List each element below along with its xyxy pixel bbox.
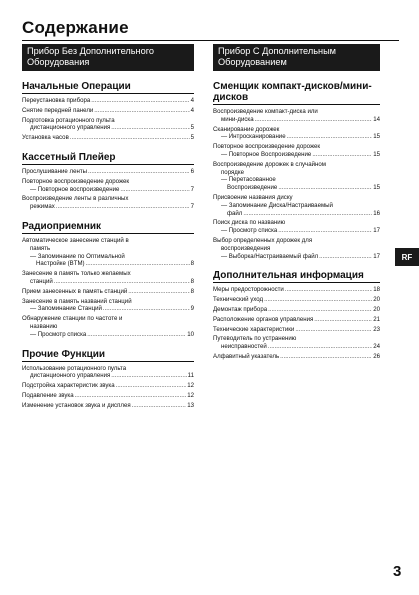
toc-page-number: 5: [190, 124, 194, 132]
toc-entry-text: Обнаружение станции по частоте и: [22, 315, 123, 323]
toc-entry-text: режимах: [30, 203, 55, 211]
toc-line: [22, 124, 194, 132]
toc-page-number: 23: [373, 325, 380, 333]
toc-entry-text: Изменение установок звука и дисплея: [22, 401, 131, 409]
toc-line: [213, 133, 380, 141]
toc-entry-text: Прием занесенных в память станций: [22, 287, 128, 295]
toc-line: [213, 326, 380, 334]
toc-entry[interactable]: [213, 306, 380, 314]
leader-dots: [111, 372, 186, 380]
toc-page-number: 7: [190, 203, 194, 211]
toc-line: [22, 134, 194, 142]
toc-line: [213, 306, 380, 314]
toc-entry[interactable]: [22, 107, 194, 115]
toc-entry-text: мини-диска: [221, 115, 254, 123]
toc-entry[interactable]: [213, 286, 380, 294]
toc-entry-text: — Запоминание по Оптимальной: [30, 252, 125, 260]
toc-page-number: 24: [373, 343, 380, 351]
leader-dots: [86, 260, 190, 268]
toc-entry[interactable]: [213, 126, 380, 142]
toc-entry-text: Технические характеристики: [213, 325, 295, 333]
toc-entry[interactable]: [22, 270, 194, 286]
toc-page-number: 18: [373, 286, 380, 294]
toc-entry-text: Технический уход: [213, 296, 264, 304]
toc-line: [22, 97, 194, 105]
toc-entry-text: Автоматическое занесение станций в: [22, 236, 129, 244]
toc-entry[interactable]: [213, 353, 380, 361]
toc-entry-text: Поиск диска по названию: [213, 219, 286, 227]
toc-entry-text: Снятие передней панели: [22, 106, 94, 114]
toc-line: [22, 203, 194, 211]
toc-entry[interactable]: [213, 335, 380, 351]
toc-entry-text: — Запоминание Диска/Настраиваемый: [221, 201, 333, 209]
toc-line: [213, 253, 380, 261]
toc-entry-text: порядке: [221, 168, 244, 176]
toc-entry[interactable]: [22, 365, 194, 381]
toc-entry[interactable]: [22, 195, 194, 211]
leader-dots: [128, 288, 189, 296]
toc-entry-text: Повторное воспроизведение дорожек: [213, 143, 321, 151]
leader-dots: [319, 253, 372, 261]
toc-page-number: 6: [190, 167, 194, 175]
leader-dots: [103, 305, 190, 313]
toc-line: [213, 210, 380, 218]
toc-entry-text: Меры предосторожности: [213, 286, 284, 294]
toc-entry[interactable]: [22, 288, 194, 296]
toc-page-number: 8: [190, 277, 194, 285]
toc-page-number: 16: [373, 209, 380, 217]
leader-dots: [87, 331, 186, 339]
toc-entry[interactable]: [22, 117, 194, 133]
toc-page-number: 17: [373, 227, 380, 235]
section-title: Начальные Операции: [22, 81, 194, 94]
toc-line: [213, 343, 380, 351]
leader-dots: [91, 97, 189, 105]
toc-entry[interactable]: [22, 168, 194, 176]
leader-dots: [285, 286, 372, 294]
leader-dots: [70, 134, 190, 142]
left-sections: [22, 81, 194, 410]
toc-line: [213, 286, 380, 294]
toc-line: [22, 402, 194, 410]
toc-entry-text: станций: [30, 277, 53, 285]
toc-entry[interactable]: [213, 108, 380, 124]
toc-entry[interactable]: [213, 237, 380, 260]
section-title: Прочие Функции: [22, 349, 194, 362]
toc-page-number: 15: [373, 133, 380, 141]
toc-entry[interactable]: [22, 402, 194, 410]
leader-dots: [88, 168, 190, 176]
right-sections: [213, 81, 380, 361]
toc-entry-text: неисправностей: [221, 343, 267, 351]
toc-entry-text: Воспроизведение компакт-диска или: [213, 108, 318, 115]
toc-page-number: 9: [190, 305, 194, 313]
toc-entry-text: воспроизведения: [221, 244, 271, 252]
toc-entry-text: дистанционного управления: [30, 372, 111, 380]
toc-page-number: 26: [373, 352, 380, 360]
toc-page-number: 20: [373, 296, 380, 304]
title-rule: [22, 40, 399, 41]
leader-dots: [120, 186, 189, 194]
toc-entry-text: — Запоминание Станций: [30, 305, 102, 313]
toc-page-number: 8: [190, 260, 194, 268]
leader-dots: [287, 133, 373, 141]
leader-dots: [116, 382, 187, 390]
toc-line: [213, 227, 380, 235]
toc-entry-text: Алфавитный указатель: [213, 352, 280, 360]
toc-line: [213, 151, 380, 159]
toc-section: [22, 349, 194, 410]
toc-line: [22, 305, 194, 313]
toc-entry-text: Путеводитель по устранению: [213, 335, 297, 343]
toc-page-number: 17: [373, 252, 380, 260]
toc-line: [22, 372, 194, 380]
toc-line: [22, 107, 194, 115]
toc-line: [213, 316, 380, 324]
toc-entry-text: Переустановка прибора: [22, 97, 91, 104]
toc-line: [22, 168, 194, 176]
leader-dots: [312, 151, 372, 159]
toc-entry[interactable]: [22, 178, 194, 194]
toc-entry-text: Установка часов: [22, 134, 69, 142]
leader-dots: [54, 278, 190, 286]
section-title: Сменщик компакт-дисков/мини-дисков: [213, 81, 380, 105]
toc-entry-text: Сканирование дорожек: [213, 125, 280, 133]
toc-line: [22, 331, 194, 339]
leader-dots: [264, 296, 372, 304]
toc-entry-text: — Повторное Воспроизведение: [221, 150, 312, 158]
toc-section: [22, 152, 194, 211]
toc-entry[interactable]: [22, 382, 194, 390]
toc-entry-text: — Просмотр списка: [221, 227, 278, 235]
leader-dots: [75, 392, 187, 400]
toc-page-number: 4: [190, 97, 194, 104]
leader-dots: [111, 124, 189, 132]
toc-line: [213, 116, 380, 124]
toc-entry-text: Выбор определенных дорожек для: [213, 236, 313, 244]
toc-line: [22, 278, 194, 286]
toc-page-number: 15: [373, 150, 380, 158]
toc-entry[interactable]: [213, 143, 380, 159]
toc-entry[interactable]: [22, 298, 194, 314]
toc-entry[interactable]: [22, 97, 194, 105]
toc-line: [22, 186, 194, 194]
toc-section: [213, 81, 380, 260]
toc-page-number: 21: [373, 315, 380, 323]
toc-entry[interactable]: [213, 326, 380, 334]
leader-dots: [243, 210, 372, 218]
toc-page-number: 12: [187, 391, 194, 399]
leader-dots: [94, 107, 189, 115]
toc-entry-text: Воспроизведение: [227, 184, 278, 192]
page-number: 3: [393, 563, 402, 580]
leader-dots: [278, 184, 372, 192]
leader-dots: [314, 316, 372, 324]
language-tab: RF: [395, 248, 419, 266]
toc-line: [22, 288, 194, 296]
leader-dots: [278, 227, 372, 235]
toc-entry-text: Использование ротационного пульта: [22, 364, 127, 372]
toc-entry-text: — Просмотр списка: [30, 330, 87, 338]
toc-line: [22, 382, 194, 390]
toc-page-number: 20: [373, 305, 380, 313]
toc-entry-text: Подавление звука: [22, 391, 74, 399]
toc-line: [213, 184, 380, 192]
toc-entry-text: — Перетасованное: [221, 176, 276, 184]
toc-entry-text: Занесение в память только желаемых: [22, 270, 131, 278]
toc-entry-text: Настройке (BTM): [36, 260, 85, 268]
toc-entry-text: Прослушивание ленты: [22, 167, 87, 175]
toc-section: [213, 270, 380, 360]
toc-line: [213, 296, 380, 304]
toc-page-number: 13: [187, 401, 194, 409]
page-title: Содержание: [22, 18, 129, 37]
toc-entry-text: файл: [227, 209, 243, 217]
leader-dots: [268, 306, 372, 314]
toc-entry-text: Подстройка характеристик звука: [22, 382, 115, 390]
toc-entry[interactable]: [213, 296, 380, 304]
toc-page-number: 15: [373, 184, 380, 192]
toc-line: [22, 260, 194, 268]
toc-entry-text: Воспроизведение ленты в различных: [22, 195, 129, 203]
toc-entry[interactable]: [213, 219, 380, 235]
toc-entry[interactable]: [22, 315, 194, 338]
toc-section: [22, 81, 194, 142]
leader-dots: [295, 326, 372, 334]
toc-page-number: 12: [187, 382, 194, 390]
toc-entry-text: Демонтаж прибора: [213, 305, 268, 313]
toc-page-number: 5: [190, 134, 194, 142]
section-title: Дополнительная информация: [213, 270, 380, 283]
toc-entry-text: Занесение в память названий станций: [22, 297, 132, 305]
toc-entry-text: Расположение органов управления: [213, 315, 314, 323]
toc-page-number: 8: [190, 287, 194, 295]
toc-page-number: 4: [190, 106, 194, 114]
leader-dots: [268, 343, 372, 351]
toc-entry[interactable]: [22, 134, 194, 142]
leader-dots: [255, 116, 373, 124]
right-banner: Прибор С Дополнительным Оборудованием: [213, 44, 380, 71]
toc-line: [22, 392, 194, 400]
toc-entry-text: Повторное воспроизведение дорожек: [22, 177, 130, 185]
toc-entry[interactable]: [213, 161, 380, 192]
toc-page-number: 14: [373, 115, 380, 123]
toc-entry-text: Присвоение названия диску: [213, 193, 293, 201]
toc-section: [22, 221, 194, 339]
toc-page-number: 11: [187, 372, 194, 380]
toc-entry[interactable]: [213, 194, 380, 217]
toc-line: [213, 353, 380, 361]
section-title: Кассетный Плейер: [22, 152, 194, 165]
toc-entry-text: — Повторное воспроизведение: [30, 185, 120, 193]
toc-page-number: 10: [187, 330, 194, 338]
toc-entry-text: Воспроизведение дорожек в случайном: [213, 160, 326, 168]
leader-dots: [132, 402, 187, 410]
toc-entry[interactable]: [22, 392, 194, 400]
section-title: Радиоприемник: [22, 221, 194, 234]
left-column: [22, 44, 194, 412]
leader-dots: [280, 353, 372, 361]
toc-entry-text: память: [30, 244, 51, 252]
toc-entry-text: — Выборка/Настраиваемый файл: [221, 252, 319, 260]
toc-entry[interactable]: [22, 237, 194, 268]
toc-entry[interactable]: [213, 316, 380, 324]
left-banner: Прибор Без Дополнительного Оборудования: [22, 44, 194, 71]
toc-entry-text: Подготовка ротационного пульта: [22, 116, 115, 124]
toc-entry-text: названию: [30, 322, 58, 330]
toc-entry-text: — Интросканирование: [221, 133, 286, 141]
leader-dots: [56, 203, 190, 211]
toc-page-number: 7: [190, 185, 194, 193]
right-column: [213, 44, 380, 363]
toc-entry-text: дистанционного управления: [30, 124, 111, 132]
